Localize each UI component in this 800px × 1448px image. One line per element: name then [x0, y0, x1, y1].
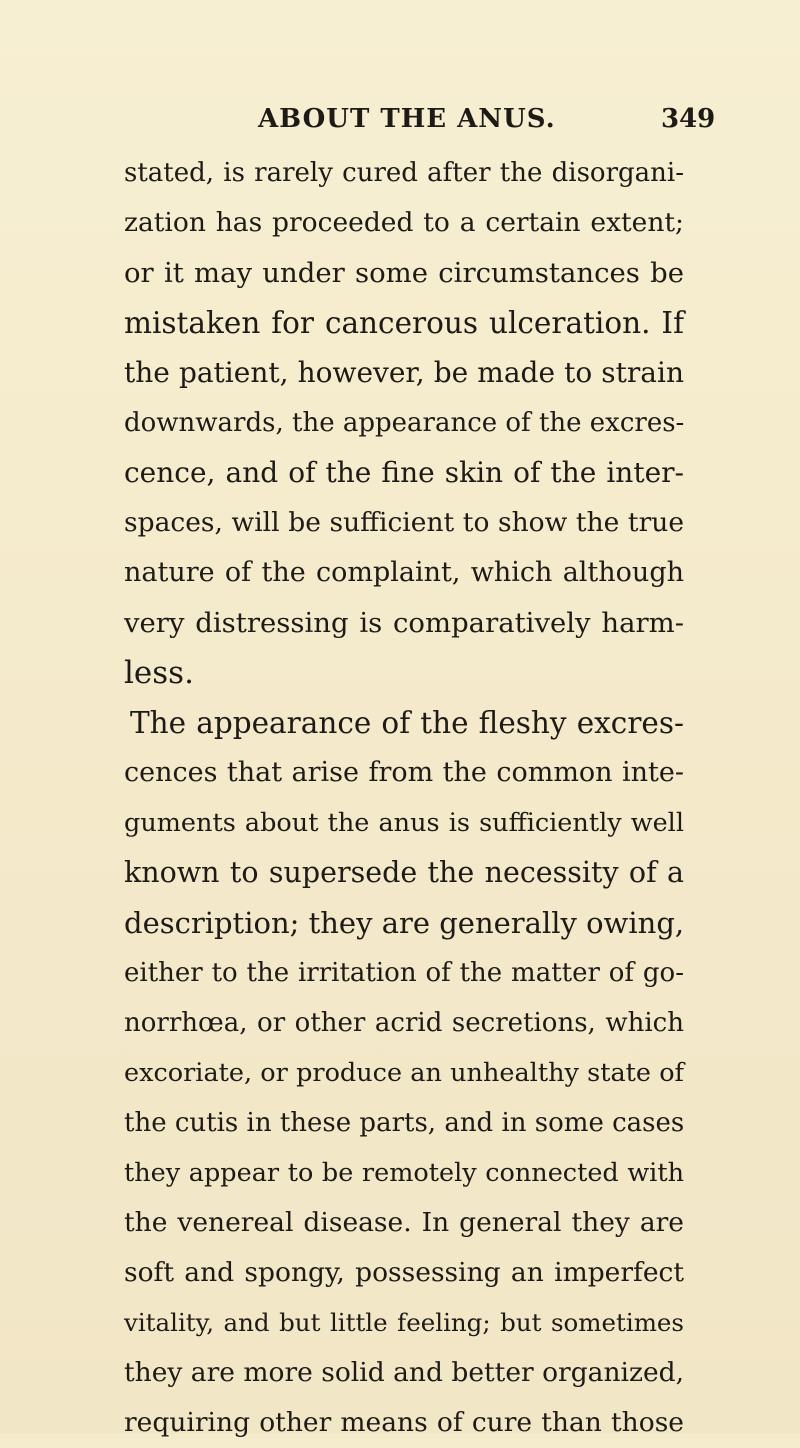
text-line: requiring other means of cure than those [124, 1407, 684, 1438]
text-line-paragraph-end: less. [124, 655, 194, 691]
text-line: soft and spongy, possessing an imperfect [124, 1257, 684, 1288]
text-line: description; they are generally owing, [124, 906, 685, 940]
text-line: zation has proceeded to a certain extent; [124, 207, 684, 238]
body-text [124, 148, 684, 1448]
text-line: cence, and of the fine skin of the inter- [124, 456, 684, 489]
text-line: mistaken for cancerous ulceration. If [124, 306, 684, 340]
text-line: guments about the anus is sufficiently well [124, 808, 684, 838]
text-line: downwards, the appearance of the excres- [124, 408, 685, 438]
text-line: stated, is rarely cured after the disorgani- [124, 158, 684, 188]
text-line: the patient, however, be made to strain [124, 356, 684, 389]
running-head [0, 104, 800, 144]
running-head-title: ABOUT THE ANUS. [258, 104, 556, 134]
text-line-paragraph-start: The appearance of the fleshy excres- [130, 706, 684, 740]
text-line: or it may under some circumstances be [124, 257, 684, 289]
text-line: spaces, will be sufficient to show the true [124, 507, 684, 538]
text-line: cences that arise from the common inte- [124, 757, 684, 788]
text-line: norrhœa, or other acrid secretions, which [124, 1008, 684, 1038]
text-line: they appear to be remotely connected with [124, 1158, 684, 1188]
text-line: the venereal disease. In general they are [124, 1207, 684, 1238]
text-line: the cutis in these parts, and in some cases [124, 1108, 685, 1138]
text-line: vitality, and but little feeling; but sometimes [124, 1308, 684, 1337]
page-number: 349 [661, 104, 716, 134]
text-line: nature of the complaint, which although [124, 557, 684, 588]
text-line: they are more solid and better organized, [124, 1357, 685, 1388]
text-line: either to the irritation of the matter of go- [124, 958, 684, 988]
text-line: excoriate, or produce an unhealthy state of [124, 1058, 684, 1088]
text-line: very distressing is comparatively harm- [124, 607, 684, 639]
text-line: known to supersede the necessity of a [124, 856, 684, 889]
